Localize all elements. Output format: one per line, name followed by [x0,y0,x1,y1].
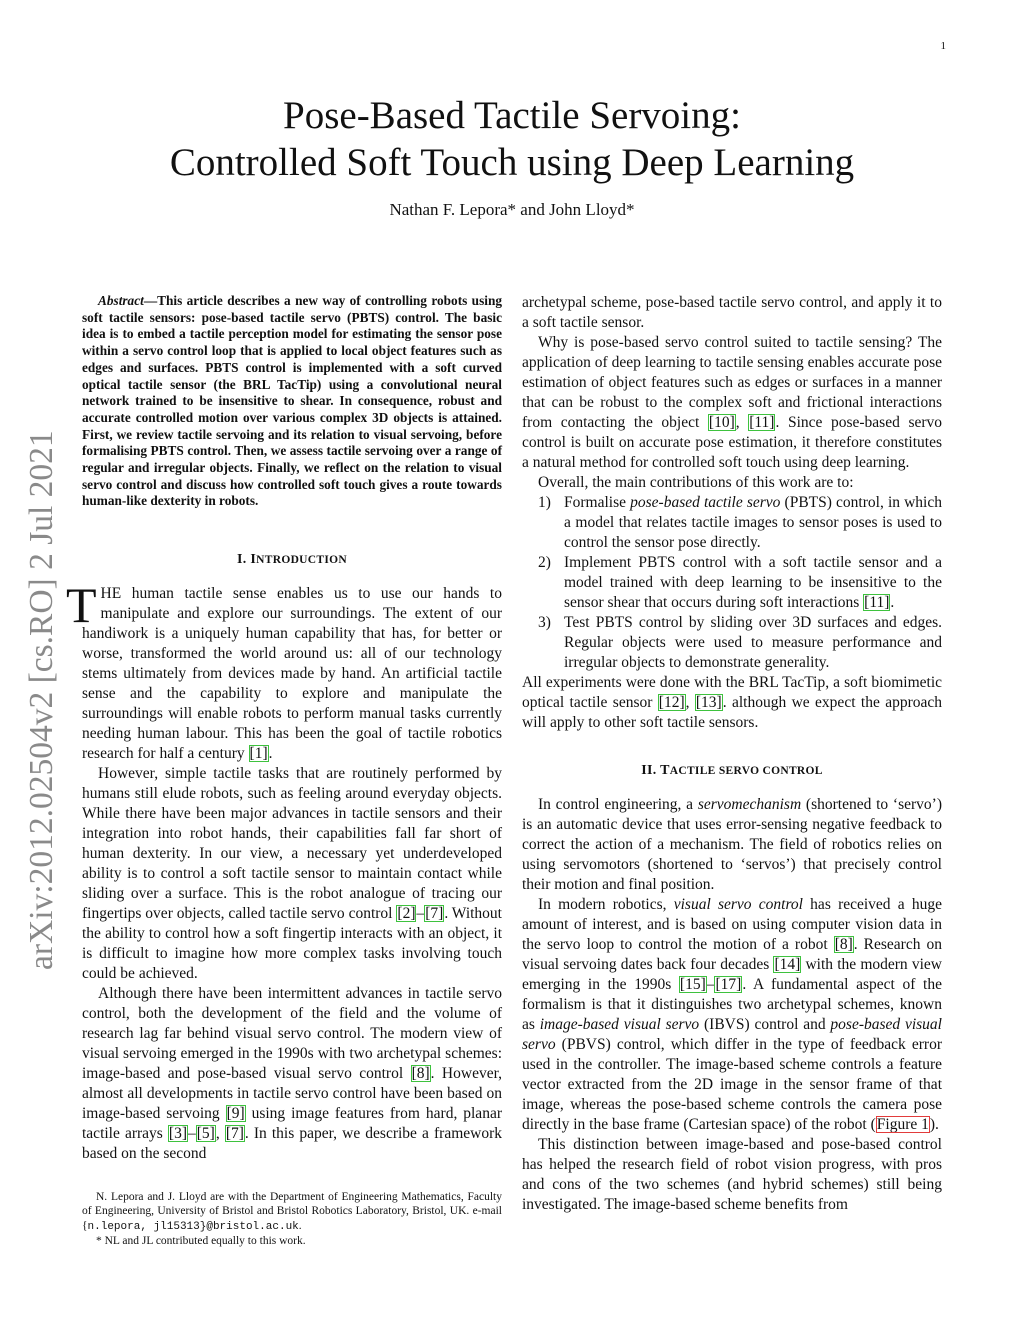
separator: , [215,1125,225,1143]
citation-link[interactable]: [9] [226,1105,245,1123]
paper-title [0,92,1024,186]
email-domain: }@bristol.ac.uk [199,1220,299,1233]
range-dash: – [706,976,715,993]
intro-paragraph-3 [82,984,502,1164]
section-title-rest: ACTILE SERVO CONTROL [669,765,823,777]
intro-p3-mid: . However, almost all developments in tactile servo control have been based on image-based servoing [82,1065,502,1123]
citation-link[interactable]: [13] [695,694,722,711]
abstract [82,293,502,510]
emphasis: visual servo control [673,896,803,913]
intro-p3-mid2: using image features from hard, planar tactile arrays [82,1105,502,1143]
emphasis: servomechanism [697,796,802,813]
citation-link[interactable]: [3] [168,1125,187,1143]
servo-paragraph-1 [522,795,942,895]
contributions-intro: Overall, the main contributions of this work are to: [538,474,854,491]
citation-link[interactable]: [12] [658,694,685,711]
title-line-1: Pose-Based Tactile Servoing: [283,94,741,137]
servo-p2-text: . A fundamental aspect of the formalism is that it distinguishes two archetypal schemes, known as [522,976,942,1033]
abstract-label: Abstract [98,293,144,308]
section-heading-introduction [82,550,502,570]
servo-p2-text: . Research on visual servoing dates back four decades [522,936,942,973]
list-item-text: Implement PBTS control with a soft tactile sensor and a model trained with deep learning to be insensitive to the sensor shear that occurs during soft interactions [564,554,942,611]
list-item [522,493,942,553]
intro-p2-text: However, simple tactile tasks that are routinely performed by humans still elude robots, such as feeling around everyday objects. While there have been major advances in tactile sensors and their integration into robot hands, their capabilities fall far short of human dexterity. In our view, a necessary yet underdeveloped ability is to control a soft tactile sensor to maintain contact while sliding over a surface. This is the robot analogue of tracing our fingertips over objects, called tactile servo control [82,765,502,923]
citation-link[interactable]: [5] [196,1125,215,1143]
list-item-text: Formalise [564,494,631,511]
footnote-equal-contribution: * NL and JL contributed equally to this work. [96,1235,306,1248]
intro-p3-text: Although there have been intermittent advances in tactile servo control, both the development of the field and the volume of research lag far behind visual servo control. The modern view of visual servoing emerged in the 1990s with two archetypal schemes: image-based and pose-based visual servo control [82,985,502,1083]
intro-p1-end: . [268,745,273,763]
arxiv-side-identifier: arXiv:2012.02504v2 [cs.RO] 2 Jul 2021 [23,430,60,970]
contributions-list [522,493,942,673]
title-line-2: Controlled Soft Touch using Deep Learning [169,141,855,184]
citation-link[interactable]: [1] [249,745,268,763]
list-item-text: Test PBTS control by sliding over 3D surfaces and edges. Regular objects were used to measure performance and irregular objects to demonstrate generality. [564,614,942,671]
servo-paragraph-2 [522,895,942,1135]
citation-link[interactable]: [7] [425,905,444,923]
intro-p2-end: . Without the ability to control how a soft fingertip interacts with an object, it is difficult to imagine how more complex tasks involving touch could be achieved. [82,905,502,983]
citation-link[interactable]: [8] [411,1065,430,1083]
section-title-initial: I [250,552,257,568]
experiments-end: . although we expect the approach will apply to other soft tactile sensors. [522,694,943,731]
list-item-end: . [890,594,895,611]
servo-paragraph-3: This distinction between image-based and pose-based control has helped the research field of robot vision progress, with pros and cons of the two schemes (and hybrid schemes) still being investigated. The image-based scheme benefits from [522,1136,942,1213]
citation-link[interactable]: [17] [715,976,742,993]
list-item [522,553,942,613]
intro-paragraph-why [522,333,942,473]
citation-link[interactable]: [7] [225,1125,244,1143]
figure-reference-link[interactable]: Figure 1 [876,1116,929,1133]
experiments-text: All experiments were done with the BRL TacTip, a soft biomimetic optical tactile sensor [522,674,942,711]
citation-link[interactable]: [15] [679,976,706,993]
footnote-end: . [298,1219,302,1232]
intro-p1-text: HE human tactile sense enables us to use our hands to manipulate and explore our surroundings. The extent of our handiwork is a uniquely human capability that has, for better or worse, transformed the world around us: all of our technology stems ultimately from devices made by hand. An artificial tactile sense and the capability to explore and manipulate the surroundings will enable robots to perform manual tasks currently needing human labour. This has been the goal of tactile robotics research for half a century [82,585,502,763]
list-item-number: 2) [538,554,551,571]
separator: , [735,414,749,431]
range-dash: – [416,905,425,923]
citation-link[interactable]: [8] [834,936,853,953]
footnote-affiliation [82,1190,502,1234]
servo-p2-text: with the modern view emerging in the 1990s [522,956,942,993]
citation-link[interactable]: [11] [749,414,775,431]
citation-link[interactable]: [2] [397,905,416,923]
page-number: 1 [940,40,946,52]
citation-link[interactable]: [11] [864,594,890,611]
intro-paragraph-1 [66,577,502,764]
list-item-number: 1) [538,494,551,511]
left-column [66,293,503,1193]
experiments-paragraph [522,673,942,733]
separator: , [685,694,695,711]
drop-cap: T [66,577,97,634]
servo-p2-text: (PBVS) control, which differ in the type of feedback error used in the controller. The image-based scheme controls a feature vector extracted from the 2D image in the sensor frame of that image, whereas the pose-based scheme controls the camera pose directly in the base frame (Cartesian space) of the robot ( [522,1036,942,1133]
footnote-affiliation-text: N. Lepora and J. Lloyd are with the Department of Engineering Mathematics, Faculty of Engineering, University of Bristol and Bristol Robotics Laboratory, Bristol, UK. e-mail { [82,1191,502,1232]
footnote [82,1190,502,1249]
intro-paragraph-continued: archetypal scheme, pose-based tactile servo control, and apply it to a soft tactile sensor. [522,294,942,331]
list-item-number: 3) [538,614,551,631]
section-title-rest: NTRODUCTION [256,554,347,567]
list-item [522,613,942,673]
abstract-text: —This article describes a new way of controlling robots using soft tactile sensors: pose-based tactile servo (PBTS) control. The basic idea is to embed a tactile perception model for estimating the sensor pose within a servo control loop that is applied to local object features such as edges and surfaces. PBTS control is implemented with a soft curved optical tactile sensor (the BRL TacTip) using a convolutional neural network trained to be insensitive to shear. In consequence, robust and accurate controlled motion over various complex 3D objects is attained. First, we review tactile servoing and its relation to visual servoing, before formalising PBTS control. Then, we assess tactile servoing over a range of regular and irregular objects. Finally, we reflect on the relation to visual servo control and discuss how controlled soft touch gives a route towards human-like dexterity in robots. [82,293,502,509]
email-users: n.lepora, jl15313 [87,1220,200,1233]
citation-link[interactable]: [14] [774,956,801,973]
list-item-text: (PBTS) control, in which a model that relates tactile images to sensor poses is used to control the sensor pose directly. [564,494,942,551]
servo-p2-end: ). [929,1116,939,1133]
emphasis: pose-based tactile servo [630,494,781,511]
why-end: . Since pose-based servo control is built on accurate pose estimation, it therefore constitutes a natural method for controlled soft touch using deep learning. [522,414,943,471]
servo-p2-text: (IBVS) control and [699,1016,831,1033]
right-column [522,293,942,1215]
author-list: Nathan F. Lepora* and John Lloyd* [389,200,635,219]
section-number: I. [237,552,247,568]
intro-paragraph-2 [82,764,502,984]
why-text: Why is pose-based servo control suited to tactile sensing? The application of deep learning to tactile sensing enables accurate pose estimation of object features such as edges or surfaces in a manner that can be robust to the complex soft and frictional interactions from contacting the object [522,334,942,431]
servo-p2-text: In modern robotics, [538,896,674,913]
intro-p3-end: . In this paper, we describe a framework based on the second [82,1125,503,1163]
emphasis: pose-based visual servo [522,1016,942,1053]
servo-p1-text: In control engineering, a [538,796,698,813]
range-dash: – [188,1125,196,1143]
section-title-initial: T [660,763,670,778]
citation-link[interactable]: [10] [708,414,735,431]
servo-p1-text: (shortened to ‘servo’) is an automatic device that uses error-sensing negative feedback to correct the action of a mechanism. The field of robotics relies on using servomotors (shortened to ‘servos’) that precisely control their motion and final position. [522,796,942,893]
servo-p2-text: has received a huge amount of interest, and is based on using computer vision data in the servo loop to control the motion of a robot [522,896,942,953]
section-heading-tactile-servo-control [522,761,942,781]
section-number: II. [641,763,657,778]
emphasis: image-based visual servo [539,1016,700,1033]
